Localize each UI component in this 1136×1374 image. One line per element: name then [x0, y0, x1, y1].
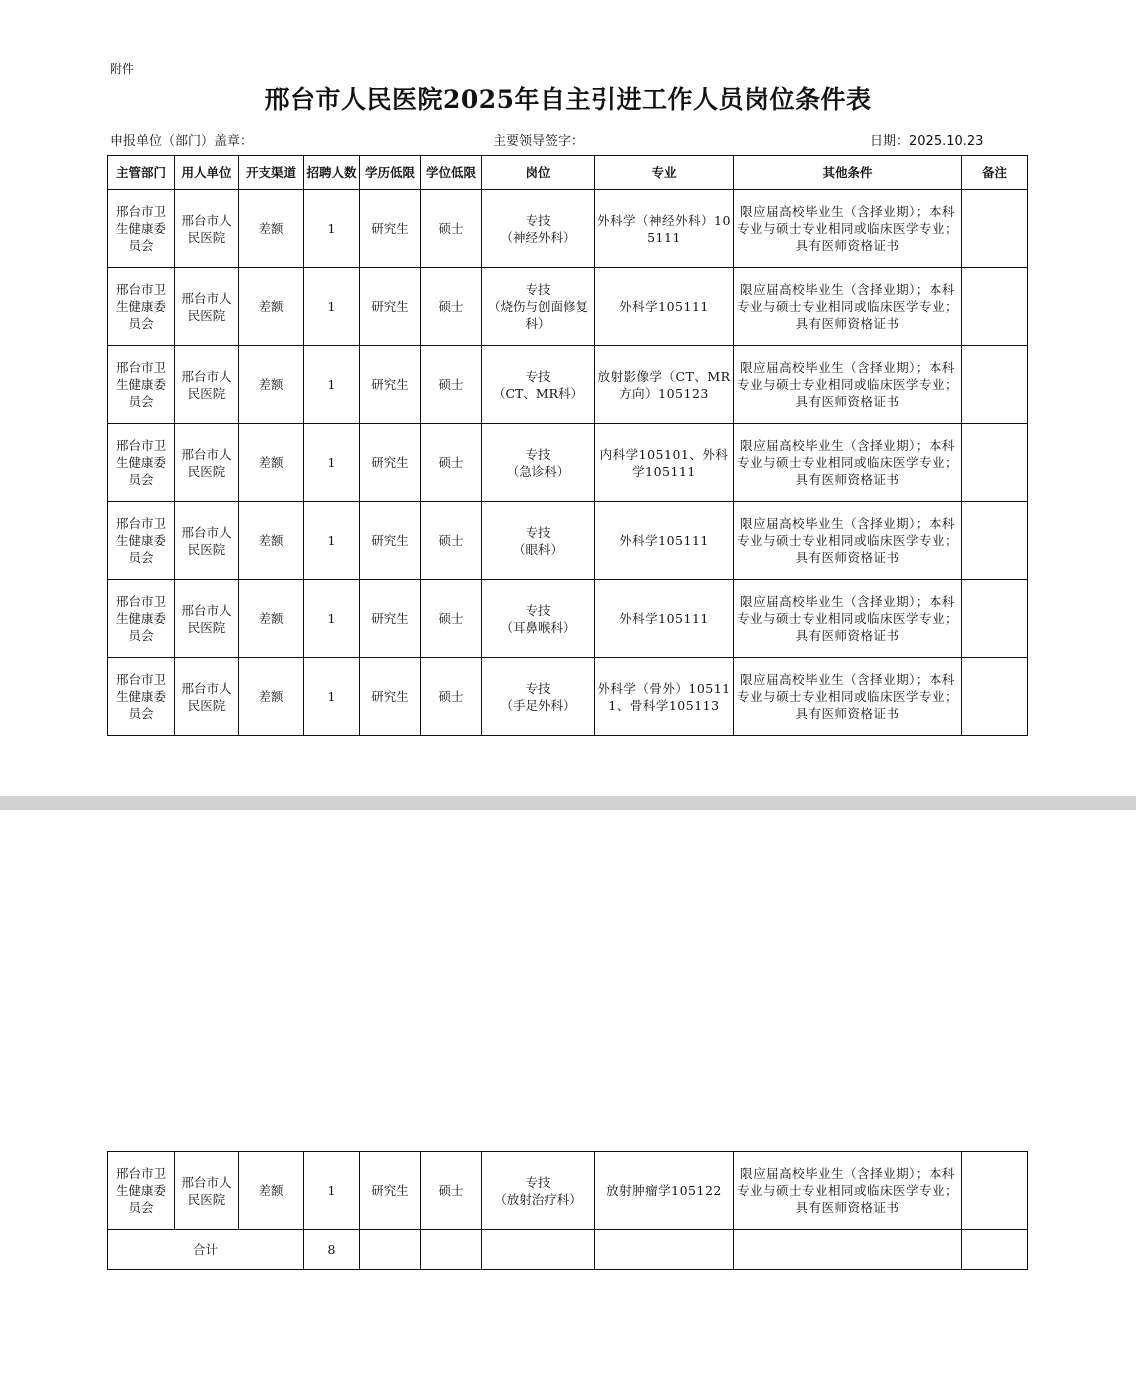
cell-major: 外科学105111 — [595, 502, 734, 580]
cell-funding-channel: 差额 — [239, 268, 304, 346]
cell-conditions: 限应届高校毕业生（含择业期）；本科专业与硕士专业相同或临床医学专业；具有医师资格证书 — [734, 346, 962, 424]
cell-funding-channel: 差额 — [239, 658, 304, 736]
cell-degree: 硕士 — [421, 1152, 482, 1230]
empty-cell — [595, 1230, 734, 1270]
page-divider — [0, 796, 1136, 810]
cell-remarks — [962, 424, 1028, 502]
date-label: 日期：2025.10.23 — [870, 134, 984, 149]
cell-position: 专技 （急诊科） — [482, 424, 595, 502]
cell-recruit-count: 1 — [304, 1152, 360, 1230]
cell-position: 专技 （CT、MR科） — [482, 346, 595, 424]
column-header: 岗位 — [482, 156, 595, 190]
table-row — [108, 1152, 1028, 1230]
cell-degree: 硕士 — [421, 190, 482, 268]
column-header: 用人单位 — [175, 156, 239, 190]
cell-remarks — [962, 1152, 1028, 1230]
table-row — [108, 502, 1028, 580]
cell-education: 研究生 — [360, 502, 421, 580]
cell-department: 邢台市卫生健康委员会 — [108, 268, 175, 346]
table-row — [108, 268, 1028, 346]
cell-department: 邢台市卫生健康委员会 — [108, 424, 175, 502]
cell-position: 专技 （放射治疗科） — [482, 1152, 595, 1230]
cell-funding-channel: 差额 — [239, 580, 304, 658]
empty-cell — [421, 1230, 482, 1270]
cell-position: 专技 （手足外科） — [482, 658, 595, 736]
column-header: 其他条件 — [734, 156, 962, 190]
leader-signature-label: 主要领导签字： — [493, 134, 585, 149]
cell-major: 内科学105101、外科学105111 — [595, 424, 734, 502]
cell-major: 外科学105111 — [595, 268, 734, 346]
column-header: 开支渠道 — [239, 156, 304, 190]
cell-remarks — [962, 346, 1028, 424]
cell-degree: 硕士 — [421, 502, 482, 580]
cell-employer: 邢台市人民医院 — [175, 268, 239, 346]
cell-department: 邢台市卫生健康委员会 — [108, 502, 175, 580]
cell-recruit-count: 1 — [304, 190, 360, 268]
cell-degree: 硕士 — [421, 580, 482, 658]
cell-employer: 邢台市人民医院 — [175, 658, 239, 736]
cell-degree: 硕士 — [421, 424, 482, 502]
total-label: 合计 — [108, 1230, 304, 1270]
column-header: 备注 — [962, 156, 1028, 190]
positions-table-continued — [107, 1151, 1028, 1270]
total-row — [108, 1230, 1028, 1270]
column-header: 学位低限 — [421, 156, 482, 190]
cell-position: 专技 （耳鼻喉科） — [482, 580, 595, 658]
cell-degree: 硕士 — [421, 346, 482, 424]
cell-conditions: 限应届高校毕业生（含择业期）；本科专业与硕士专业相同或临床医学专业；具有医师资格证书 — [734, 1152, 962, 1230]
cell-education: 研究生 — [360, 1152, 421, 1230]
cell-employer: 邢台市人民医院 — [175, 502, 239, 580]
empty-cell — [734, 1230, 962, 1270]
cell-remarks — [962, 502, 1028, 580]
cell-remarks — [962, 658, 1028, 736]
cell-education: 研究生 — [360, 424, 421, 502]
column-header: 主管部门 — [108, 156, 175, 190]
empty-cell — [482, 1230, 595, 1270]
cell-employer: 邢台市人民医院 — [175, 190, 239, 268]
cell-education: 研究生 — [360, 346, 421, 424]
page-title: 邢台市人民医院2025年自主引进工作人员岗位条件表 — [264, 85, 872, 114]
cell-conditions: 限应届高校毕业生（含择业期）；本科专业与硕士专业相同或临床医学专业；具有医师资格证书 — [734, 424, 962, 502]
cell-conditions: 限应届高校毕业生（含择业期）；本科专业与硕士专业相同或临床医学专业；具有医师资格证书 — [734, 502, 962, 580]
table-row — [108, 346, 1028, 424]
column-header: 学历低限 — [360, 156, 421, 190]
cell-recruit-count: 1 — [304, 658, 360, 736]
cell-funding-channel: 差额 — [239, 424, 304, 502]
unit-seal-label: 申报单位（部门）盖章： — [110, 134, 254, 149]
cell-recruit-count: 1 — [304, 580, 360, 658]
cell-remarks — [962, 580, 1028, 658]
cell-funding-channel: 差额 — [239, 1152, 304, 1230]
cell-major: 外科学105111 — [595, 580, 734, 658]
cell-recruit-count: 1 — [304, 346, 360, 424]
cell-position: 专技 （神经外科） — [482, 190, 595, 268]
cell-education: 研究生 — [360, 268, 421, 346]
table-row — [108, 658, 1028, 736]
table-row — [108, 424, 1028, 502]
cell-employer: 邢台市人民医院 — [175, 1152, 239, 1230]
table-row — [108, 190, 1028, 268]
cell-department: 邢台市卫生健康委员会 — [108, 190, 175, 268]
cell-recruit-count: 1 — [304, 268, 360, 346]
cell-major: 外科学（骨外）105111、骨科学105113 — [595, 658, 734, 736]
cell-major: 外科学（神经外科）105111 — [595, 190, 734, 268]
cell-education: 研究生 — [360, 580, 421, 658]
cell-department: 邢台市卫生健康委员会 — [108, 346, 175, 424]
empty-cell — [360, 1230, 421, 1270]
cell-remarks — [962, 268, 1028, 346]
cell-department: 邢台市卫生健康委员会 — [108, 580, 175, 658]
cell-degree: 硕士 — [421, 268, 482, 346]
cell-conditions: 限应届高校毕业生（含择业期）；本科专业与硕士专业相同或临床医学专业；具有医师资格证书 — [734, 268, 962, 346]
cell-employer: 邢台市人民医院 — [175, 424, 239, 502]
cell-department: 邢台市卫生健康委员会 — [108, 658, 175, 736]
cell-funding-channel: 差额 — [239, 502, 304, 580]
positions-table — [107, 155, 1028, 736]
cell-major: 放射肿瘤学105122 — [595, 1152, 734, 1230]
cell-recruit-count: 1 — [304, 424, 360, 502]
cell-recruit-count: 1 — [304, 502, 360, 580]
cell-degree: 硕士 — [421, 658, 482, 736]
cell-major: 放射影像学（CT、MR方向）105123 — [595, 346, 734, 424]
cell-position: 专技 （烧伤与创面修复科） — [482, 268, 595, 346]
cell-conditions: 限应届高校毕业生（含择业期）；本科专业与硕士专业相同或临床医学专业；具有医师资格证书 — [734, 658, 962, 736]
column-header: 专业 — [595, 156, 734, 190]
cell-funding-channel: 差额 — [239, 346, 304, 424]
cell-education: 研究生 — [360, 190, 421, 268]
table-row — [108, 580, 1028, 658]
empty-cell — [962, 1230, 1028, 1270]
cell-employer: 邢台市人民医院 — [175, 346, 239, 424]
cell-department: 邢台市卫生健康委员会 — [108, 1152, 175, 1230]
column-header: 招聘人数 — [304, 156, 360, 190]
cell-conditions: 限应届高校毕业生（含择业期）；本科专业与硕士专业相同或临床医学专业；具有医师资格证书 — [734, 580, 962, 658]
cell-position: 专技 （眼科） — [482, 502, 595, 580]
table-header-row — [108, 156, 1028, 190]
cell-conditions: 限应届高校毕业生（含择业期）；本科专业与硕士专业相同或临床医学专业；具有医师资格证书 — [734, 190, 962, 268]
cell-remarks — [962, 190, 1028, 268]
attachment-label: 附件 — [110, 62, 135, 76]
total-count: 8 — [304, 1230, 360, 1270]
cell-employer: 邢台市人民医院 — [175, 580, 239, 658]
cell-education: 研究生 — [360, 658, 421, 736]
cell-funding-channel: 差额 — [239, 190, 304, 268]
